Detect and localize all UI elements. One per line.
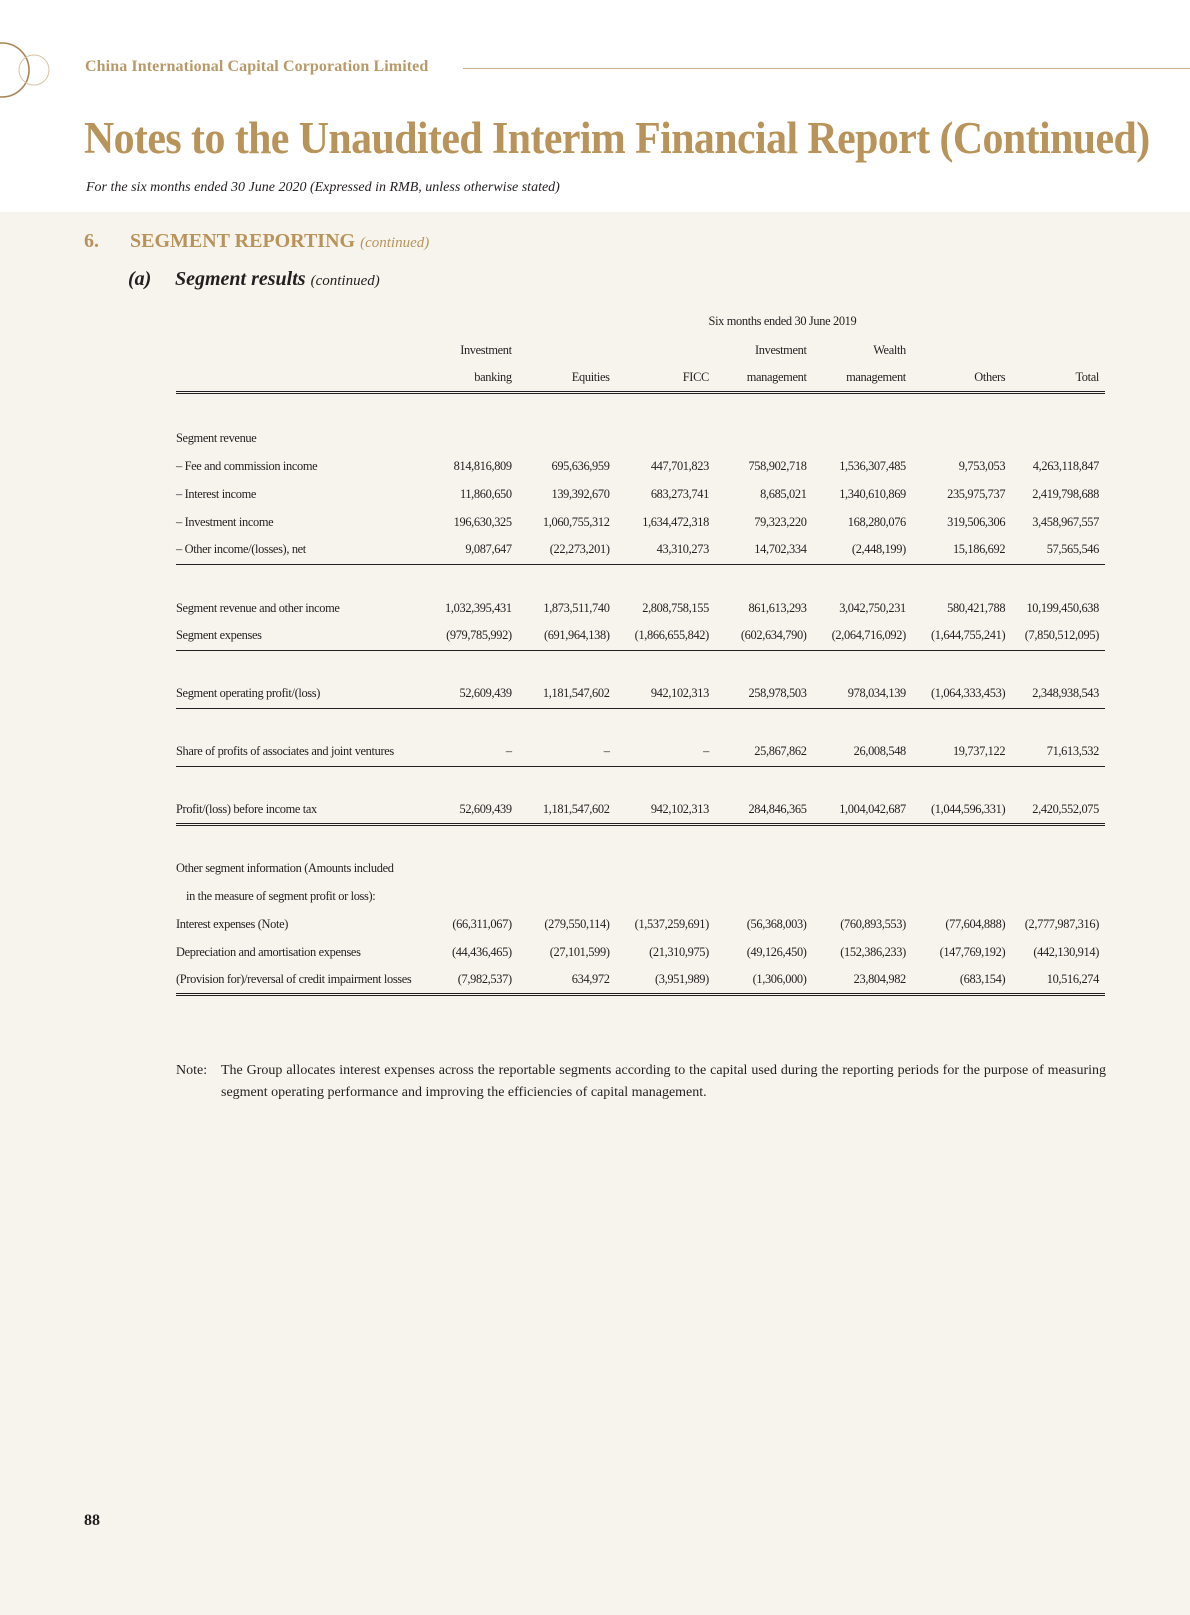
cell: 695,636,959 <box>551 458 610 473</box>
page-title: Notes to the Unaudited Interim Financial Report (Continued) <box>84 113 1150 163</box>
cell: (1,866,655,842) <box>616 622 715 650</box>
col-header-ficc: FICC <box>616 364 715 392</box>
cell: (7,850,512,095) <box>1011 622 1105 650</box>
table-row-other-info-heading-2 <box>176 882 1105 910</box>
col-header-ficc-1 <box>616 336 715 364</box>
row-label: – Investment income <box>176 514 274 529</box>
cell: 1,340,610,869 <box>839 486 906 501</box>
cell: 1,536,307,485 <box>839 458 906 473</box>
col-header-equities-1 <box>518 336 616 364</box>
note-text: The Group allocates interest expenses across the reportable segments according to the capital used during the reporting periods for the purpose of measuring segment operating performance and improving the efficiencies of capital management. <box>221 1063 1106 1100</box>
cell: 580,421,788 <box>947 600 1006 615</box>
cell: 1,181,547,602 <box>518 796 616 824</box>
table-row-interest-expenses <box>176 910 1105 938</box>
cell: 942,102,313 <box>616 796 715 824</box>
company-name: China International Capital Corporation Limited <box>85 58 429 75</box>
cell: (979,785,992) <box>420 622 518 650</box>
table-note <box>176 1060 1106 1104</box>
period-header-row <box>176 306 1105 336</box>
cell: 10,516,274 <box>1011 966 1105 994</box>
cell: (442,130,914) <box>1033 944 1099 959</box>
cell: 25,867,862 <box>715 738 813 766</box>
cell: 1,060,755,312 <box>542 514 610 529</box>
cell: 2,348,938,543 <box>1011 680 1105 708</box>
cell: 52,609,439 <box>420 796 518 824</box>
column-header-row-2 <box>176 364 1105 392</box>
col-header-investment-banking-1: Investment <box>460 342 512 357</box>
cell: 235,975,737 <box>947 486 1006 501</box>
cell: 79,323,220 <box>754 514 807 529</box>
col-header-wealth-management: management <box>813 364 912 392</box>
row-label: Depreciation and amortisation expenses <box>176 944 361 959</box>
table-row-revenue-total <box>176 594 1105 622</box>
cell: 168,280,076 <box>847 514 906 529</box>
note-label: Note: <box>176 1063 208 1078</box>
cell: (1,306,000) <box>715 966 813 994</box>
cell: 447,701,823 <box>650 458 709 473</box>
cell: – <box>420 738 518 766</box>
col-header-total-1 <box>1011 336 1105 364</box>
cell: 1,032,395,431 <box>445 600 512 615</box>
table-row-interest-income <box>176 480 1105 508</box>
cell: 10,199,450,638 <box>1026 600 1099 615</box>
cell: 1,181,547,602 <box>518 680 616 708</box>
cell: 9,753,053 <box>958 458 1006 473</box>
page-number: 88 <box>84 1512 100 1529</box>
table-row-share-associates <box>176 738 1105 766</box>
cell: (602,634,790) <box>715 622 813 650</box>
col-header-equities: Equities <box>518 364 616 392</box>
cell: 52,609,439 <box>420 680 518 708</box>
table-row-investment-income <box>176 508 1105 536</box>
period-label: Six months ended 30 June 2019 <box>708 313 857 328</box>
cell: (7,982,537) <box>420 966 518 994</box>
cell: 57,565,546 <box>1011 536 1105 564</box>
cell: (44,436,465) <box>451 944 512 959</box>
cell: 9,087,647 <box>420 536 518 564</box>
cell: 139,392,670 <box>551 486 610 501</box>
col-header-investment-management: management <box>715 364 813 392</box>
cell: (1,537,259,691) <box>634 916 709 931</box>
table-row-segment-revenue <box>176 424 1105 452</box>
col-header-others-1 <box>912 336 1011 364</box>
logo-circles-icon <box>0 38 60 102</box>
cell: 978,034,139 <box>813 680 912 708</box>
subsection-title-text: Segment results <box>175 268 306 290</box>
row-label: – Interest income <box>176 486 257 501</box>
cell: 19,737,122 <box>912 738 1011 766</box>
subsection-title <box>175 268 380 291</box>
cell: (279,550,114) <box>544 916 610 931</box>
segment-results-table <box>176 306 1105 996</box>
row-label: Interest expenses (Note) <box>176 916 289 931</box>
cell: (1,064,333,453) <box>912 680 1011 708</box>
table-row-other-income <box>176 536 1105 564</box>
subsection-title-suffix: (continued) <box>310 273 380 289</box>
row-label: Share of profits of associates and joint ventures <box>176 738 420 766</box>
cell: (683,154) <box>912 966 1011 994</box>
cell: 814,816,809 <box>453 458 512 473</box>
row-label: Segment revenue <box>176 430 257 445</box>
cell: 4,263,118,847 <box>1032 458 1099 473</box>
col-header-others: Others <box>912 364 1011 392</box>
table-row-other-info-heading <box>176 854 1105 882</box>
cell: (21,310,975) <box>649 944 709 959</box>
cell: 2,420,552,075 <box>1011 796 1105 824</box>
cell: (2,448,199) <box>813 536 912 564</box>
cell: (77,604,888) <box>945 916 1006 931</box>
cell: 258,978,503 <box>715 680 813 708</box>
cell: 284,846,365 <box>715 796 813 824</box>
col-header-investment-banking: banking <box>420 364 518 392</box>
row-label: Profit/(loss) before income tax <box>176 796 420 824</box>
cell: (147,769,192) <box>939 944 1006 959</box>
cell: 2,419,798,688 <box>1032 486 1099 501</box>
cell: (2,777,987,316) <box>1024 916 1099 931</box>
cell: 14,702,334 <box>715 536 813 564</box>
col-header-wealth-management-1: Wealth <box>873 342 906 357</box>
cell: – <box>616 738 715 766</box>
section-title-suffix: (continued) <box>360 235 430 251</box>
row-label: – Fee and commission income <box>176 458 318 473</box>
cell: 634,972 <box>518 966 616 994</box>
cell: 758,902,718 <box>748 458 807 473</box>
cell: 683,273,741 <box>650 486 709 501</box>
cell: 3,458,967,557 <box>1032 514 1099 529</box>
cell: 861,613,293 <box>748 600 807 615</box>
row-label: Other segment information (Amounts included <box>176 860 394 875</box>
page-subtitle: For the six months ended 30 June 2020 (Expressed in RMB, unless otherwise stated) <box>86 180 560 195</box>
cell: (49,126,450) <box>746 944 807 959</box>
cell: – <box>518 738 616 766</box>
cell: (152,386,233) <box>840 944 906 959</box>
table-row-segment-expenses <box>176 622 1105 650</box>
section-number: 6. <box>84 230 99 252</box>
cell: 8,685,021 <box>760 486 807 501</box>
cell: 2,808,758,155 <box>642 600 709 615</box>
cell: 196,630,325 <box>453 514 512 529</box>
cell: 11,860,650 <box>459 486 512 501</box>
row-label: – Other income/(losses), net <box>176 536 420 564</box>
cell: 23,804,982 <box>813 966 912 994</box>
row-label: Segment expenses <box>176 622 420 650</box>
table-row-operating-profit <box>176 680 1105 708</box>
cell: (56,368,003) <box>746 916 807 931</box>
cell: (66,311,067) <box>452 916 512 931</box>
row-label: in the measure of segment profit or loss): <box>186 888 376 903</box>
cell: (2,064,716,092) <box>813 622 912 650</box>
row-label: (Provision for)/reversal of credit impairment losses <box>176 966 420 994</box>
cell: 3,042,750,231 <box>839 600 906 615</box>
section-title <box>130 230 429 253</box>
table-row-depreciation <box>176 938 1105 966</box>
col-header-investment-management-1: Investment <box>755 342 807 357</box>
cell: (27,101,599) <box>549 944 610 959</box>
header-rule <box>463 68 1190 69</box>
cell: 15,186,692 <box>912 536 1011 564</box>
cell: (691,964,138) <box>518 622 616 650</box>
column-header-row-1 <box>176 336 1105 364</box>
section-title-text: SEGMENT REPORTING <box>130 230 356 252</box>
cell: 43,310,273 <box>616 536 715 564</box>
cell: 1,873,511,740 <box>543 600 610 615</box>
table-row-credit-impairment <box>176 966 1105 994</box>
cell: 1,634,472,318 <box>642 514 709 529</box>
table-row-profit-before-tax <box>176 796 1105 824</box>
cell: (760,893,553) <box>840 916 906 931</box>
subsection-number: (a) <box>128 268 152 290</box>
col-header-total: Total <box>1011 364 1105 392</box>
cell: 319,506,306 <box>947 514 1006 529</box>
cell: (1,644,755,241) <box>912 622 1011 650</box>
cell: (22,273,201) <box>518 536 616 564</box>
cell: 26,008,548 <box>813 738 912 766</box>
cell: 1,004,042,687 <box>813 796 912 824</box>
cell: (1,044,596,331) <box>912 796 1011 824</box>
row-label: Segment operating profit/(loss) <box>176 680 420 708</box>
cell: 942,102,313 <box>616 680 715 708</box>
table-row-fee-commission <box>176 452 1105 480</box>
cell: (3,951,989) <box>616 966 715 994</box>
cell: 71,613,532 <box>1011 738 1105 766</box>
row-label: Segment revenue and other income <box>176 600 340 615</box>
